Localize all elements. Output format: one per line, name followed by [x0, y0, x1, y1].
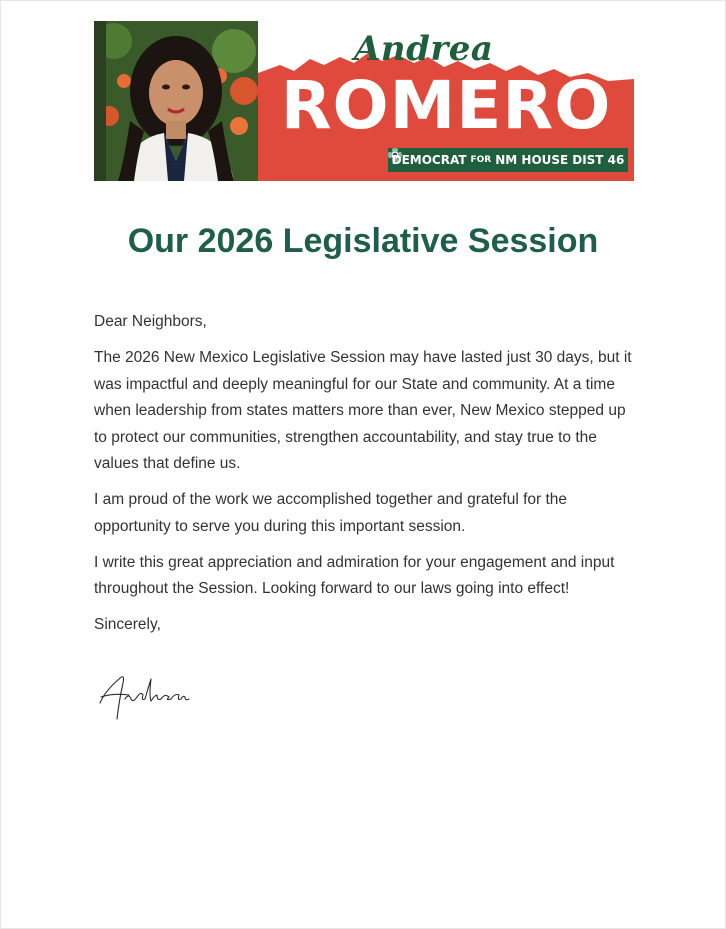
letter-paragraph-2: I am proud of the work we accomplished together and grateful for the opportunity to serve you during this important session.	[94, 491, 568, 535]
tag-for: FOR	[470, 155, 492, 165]
page-title: Our 2026 Legislative Session	[127, 222, 599, 260]
candidate-photo	[94, 21, 258, 181]
tag-district: DIST 46	[572, 153, 625, 167]
header-banner	[94, 21, 634, 181]
salutation: Dear Neighbors,	[94, 313, 207, 330]
campaign-logo	[258, 21, 634, 181]
letter-paragraph-3: I write this great appreciation and admiration for your engagement and input throughout the Session. Looking forward to our laws going into effect!	[94, 553, 615, 597]
closing: Sincerely,	[94, 616, 161, 633]
portrait-image	[94, 21, 258, 181]
logo-first-name: Andrea	[354, 29, 494, 69]
tag-party: DEMOCRAT	[391, 153, 467, 167]
signature	[95, 665, 195, 721]
letter-body	[94, 309, 639, 648]
logo-last-name: ROMERO	[280, 67, 612, 144]
zia-sun-icon	[388, 148, 402, 162]
tag-office: NM HOUSE	[495, 153, 569, 167]
letter-paragraph-1: The 2026 New Mexico Legislative Session may have lasted just 30 days, but it was impactful and deeply meaningful for our State and community. At a time when leadership from states matters more than ever, New Mexico stepped up to protect our communities, strengthen accountability, and stay true to the values that define us.	[94, 349, 632, 472]
signature-image	[95, 665, 195, 721]
logo-tagline	[388, 148, 628, 172]
